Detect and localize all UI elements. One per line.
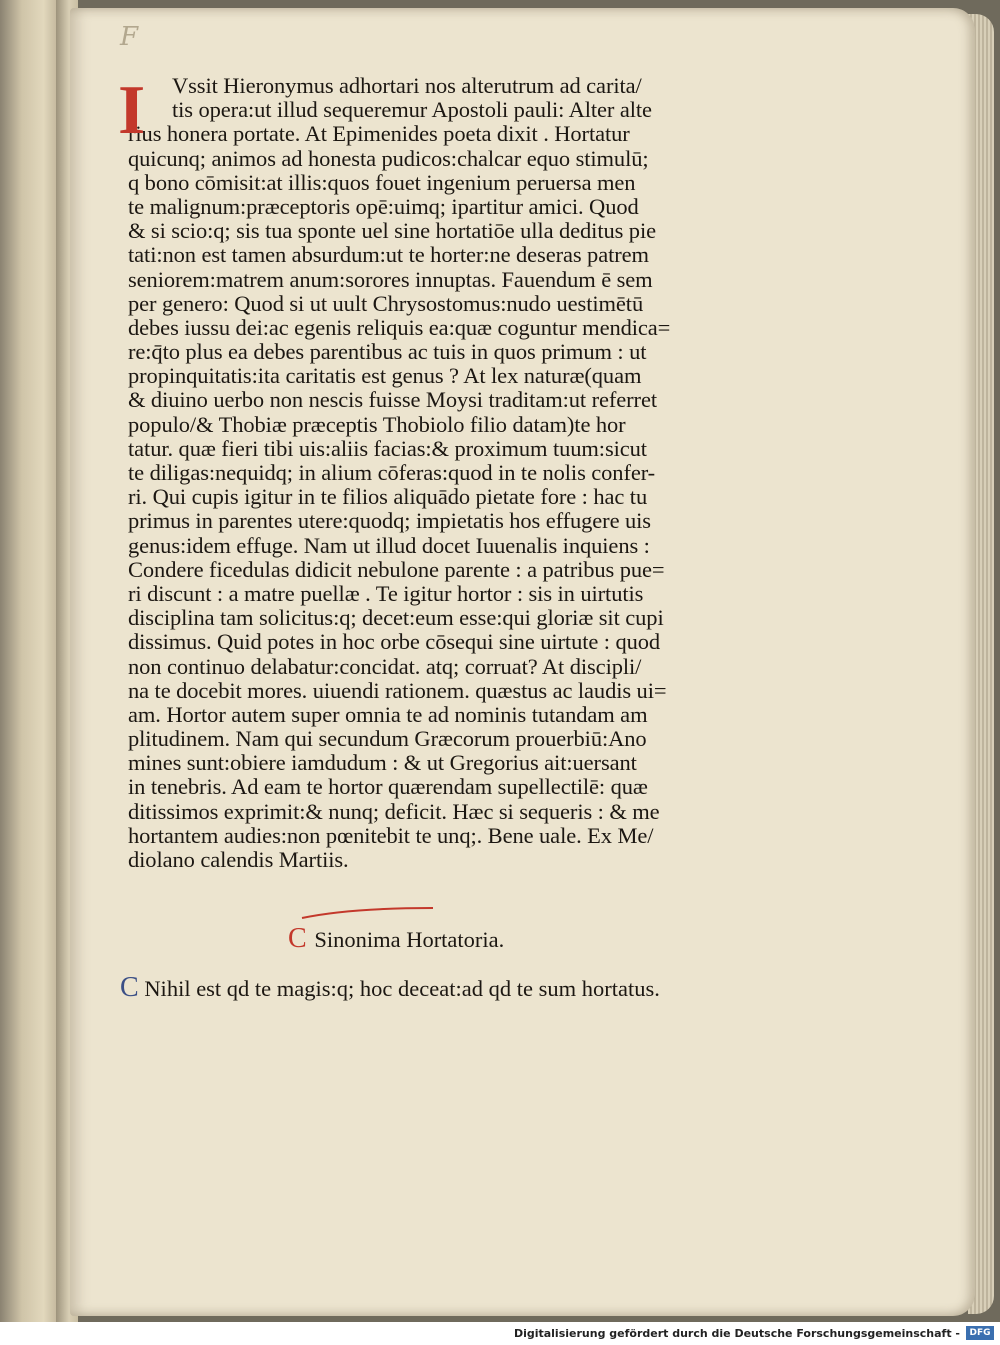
text-line-2: tis opera:ut illud sequeremur Apostoli pauli: Alter alte — [172, 97, 652, 123]
text-line-22: ri discunt : a matre puellæ . Te igitur hortor : sis in uirtutis — [128, 580, 644, 606]
text-line-5: q bono cōmisit:at illis:quos fouet ingenium peruersa men — [128, 169, 636, 195]
dfg-logo-icon: DFG — [966, 1326, 994, 1340]
text-line-16: tatur. quæ fieri tibi uis:aliis facias:& proximum tuum:sicut — [128, 435, 647, 461]
text-line-21: Condere ficedulas didicit nebulone parente : a patribus pue= — [128, 556, 665, 582]
folio-mark: F — [120, 22, 139, 52]
text-line-30: in tenebris. Ad eam te hortor quærendam supellectilē: quæ — [128, 774, 648, 800]
text-line-25: non continuo delabatur:concidat. atq; corruat? At discipli/ — [128, 653, 642, 679]
text-line-20: genus:idem effuge. Nam ut illud docet Iuuenalis inquiens : — [128, 532, 650, 558]
text-line-28: plitudinem. Nam qui secundum Græcorum prouerbiū:Ano — [128, 726, 647, 752]
text-line-23: disciplina tam solicitus:q; decet:eum esse:qui gloriæ sit cupi — [128, 605, 664, 631]
final-text: Nihil est qd te magis:q; hoc deceat:ad qd te sum hortatus. — [144, 976, 660, 1001]
text-line-13: propinquitatis:ita caritatis est genus ? At lex naturæ(quam — [128, 363, 642, 389]
text-line-1: Vssit Hieronymus adhortari nos alterutrum ad carita/ — [172, 73, 642, 98]
text-line-26: na te docebit mores. uiuendi rationem. quæstus ac laudis ui= — [128, 677, 667, 703]
decorated-initial: I — [118, 72, 146, 149]
text-line-6: te malignum:præceptoris opē:uimq; ipartitur amici. Quod — [128, 193, 639, 219]
paragraph-mark-blue: C — [120, 972, 139, 1003]
paragraph-mark-red: C — [288, 923, 307, 954]
section-heading-text: Sinonima Hortatoria. — [314, 927, 505, 952]
text-line-9: seniorem:matrem anum:sorores innuptas. Fauendum ē sem — [128, 266, 653, 292]
text-line-27: am. Hortor autem super omnia te ad nominis tutandam am — [128, 701, 648, 727]
text-line-29: mines sunt:obiere iamdudum : & ut Gregorius ait:uersant — [128, 750, 637, 776]
text-line-12: re:q̄to plus ea debes parentibus ac tuis in quos primum : ut — [128, 339, 647, 365]
text-line-15: populo/& Thobiæ præceptis Thobiolo filio datam)te hor — [128, 411, 626, 437]
text-line-10: per genero: Quod si ut uult Chrysostomus:nudo uestimētū — [128, 290, 644, 316]
final-text-line — [120, 972, 660, 1004]
funding-credit: Digitalisierung gefördert durch die Deutsche Forschungsgemeinschaft - — [513, 1327, 960, 1340]
text-line-14: & diuino uerbo non nescis fuisse Moysi traditam:ut referret — [128, 387, 657, 413]
text-line-3: rius honera portate. At Epimenides poeta dixit . Hortatur — [128, 121, 630, 147]
main-text-block — [118, 72, 768, 872]
facing-page-edge — [0, 0, 62, 1322]
section-heading — [288, 923, 504, 955]
text-line-18: ri. Qui cupis igitur in te filios aliquādo pietate fore : hac tu — [128, 484, 648, 510]
text-line-7: & si scio:q; sis tua sponte uel sine hortatiōe ulla deditus pie — [128, 218, 656, 244]
text-line-4: quicunq; animos ad honesta pudicos:chalcar equo stimulū; — [128, 145, 649, 171]
text-line-11: debes iussu dei:ac egenis reliquis ea:quæ coguntur mendica= — [128, 314, 671, 340]
text-line-8: tati:non est tamen absurdum:ut te horter:ne deseras patrem — [128, 242, 649, 268]
red-flourish — [300, 906, 435, 920]
text-line-31: ditissimos exprimit:& nunq; deficit. Hæc si sequeris : & me — [128, 798, 660, 824]
text-line-19: primus in parentes utere:quodq; impietatis hos effugere uis — [128, 508, 651, 534]
text-line-24: dissimus. Quid potes in hoc orbe cōsequi sine uirtute : quod — [128, 629, 661, 655]
text-line-17: te diligas:nequidq; in alium cōferas:quod in te nolis confer- — [128, 460, 656, 485]
text-line-32: hortantem audies:non pœnitebit te unq;. Bene uale. Ex Me/ — [128, 822, 654, 848]
footer-bar — [0, 1322, 1000, 1345]
text-line-33: diolano calendis Martiis. — [128, 847, 349, 872]
